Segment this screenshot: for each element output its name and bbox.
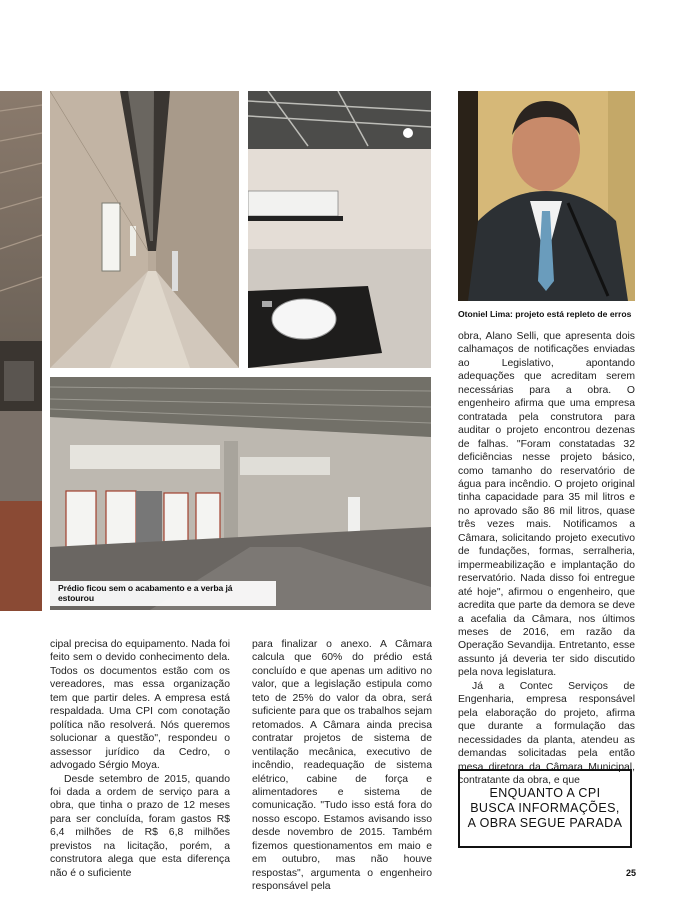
paragraph: Já a Contec Serviços de Engenharia, empresa responsável pela elaboração do projeto, afirma que durante a formulação das necessidades da planta, atendeu as demandas solicitadas pela então mesa diretora da Câmara Municipal, contratante da obra, e que — [458, 680, 635, 786]
page-number: 25 — [626, 868, 637, 878]
pull-quote-line: BUSCA INFORMAÇÕES, — [470, 801, 620, 815]
pull-quote — [458, 769, 632, 848]
pull-quote-line: ENQUANTO A CPI — [489, 786, 601, 800]
paragraph: para finalizar o anexo. A Câmara calcula que 60% do prédio está concluído e que apenas um aditivo no valor, que a legislação estipula como teto de 25% do valor da obra, será suficiente para que os trabalhos sejam retomados. A Câmara ainda precisa contratar projetos de sistema de ventilação mecânica, executivo de incêndio, readequação de sistema elétrico, cabine de força e alimentadores e sistema de comunicação. "Tudo isso está fora do nosso escopo. Estamos avisando isso desde novembro de 2015. Também fizemos questionamentos em maio e em outubro, mas não houve respostas", argumenta o engenheiro responsável pela — [252, 639, 432, 893]
corridor-photo — [50, 91, 239, 368]
hall-icon — [50, 377, 431, 610]
paragraph: cipal precisa do equipamento. Nada foi feito sem o devido conhecimento dela. Todos os documentos estão com os vereadores, mas essa organização tem que partir deles. A empresa está respaldada. Uma CPI com conotação política não resolverá. Nós queremos solucionar a questão", respondeu o assessor jurídico da Cedro, o advogado Sérgio Moya. — [50, 639, 230, 772]
empty-hall-photo — [50, 377, 431, 610]
text-column-1 — [50, 638, 230, 880]
washroom-sink-photo — [248, 91, 431, 368]
text-column-3 — [458, 330, 635, 787]
portrait-photo — [458, 91, 635, 301]
construction-ceiling-icon — [0, 91, 42, 611]
portrait-caption: Otoniel Lima: projeto está repleto de erros — [458, 309, 632, 319]
corridor-icon — [50, 91, 239, 368]
paragraph: Desde setembro de 2015, quando foi dada a ordem de serviço para a obra, que tinha o prazo de 12 meses para ser concluída, foram gastos R$ 6,4 milhões de R$ 6,8 milhões previstos na licitação, porém, a construtora alega que esta diferença não é o suficiente — [50, 773, 230, 879]
hall-caption: Prédio ficou sem o acabamento e a verba já estourou — [50, 581, 276, 606]
portrait-icon — [458, 91, 635, 301]
washroom-icon — [248, 91, 431, 368]
construction-ceiling-photo — [0, 91, 42, 611]
pull-quote-line: A OBRA SEGUE PARADA — [467, 816, 623, 830]
text-column-2 — [252, 638, 432, 894]
paragraph: obra, Alano Selli, que apresenta dois calhamaços de notificações enviadas ao Legislativo, apontando adequações que acreditam serem necessárias para a obra. O engenheiro afirma que uma empresa contratada pela construtora para auditar o projeto encontrou dezenas de falhas. "Foram constatadas 32 deficiências nesse projeto básico, como tamanho do reservatório de água para incêndio. O projeto original tinha capacidade para 35 mil litros e no aprovado são 86 mil litros, quase três vezes mais. Notificamos a Câmara, solicitando projeto executivo de fundações, formas, serralheria, impermeabilização e implantação do reservatório. Nada disso foi entregue até hoje", afirmou o engenheiro, que acredita que parte da demora se deve a acefalia da Câmara, nos últimos meses de 2016, em razão da Operação Sevandija. Entretanto, esse assunto já deveria ter sido discutido pela nova legislatura. — [458, 331, 635, 679]
